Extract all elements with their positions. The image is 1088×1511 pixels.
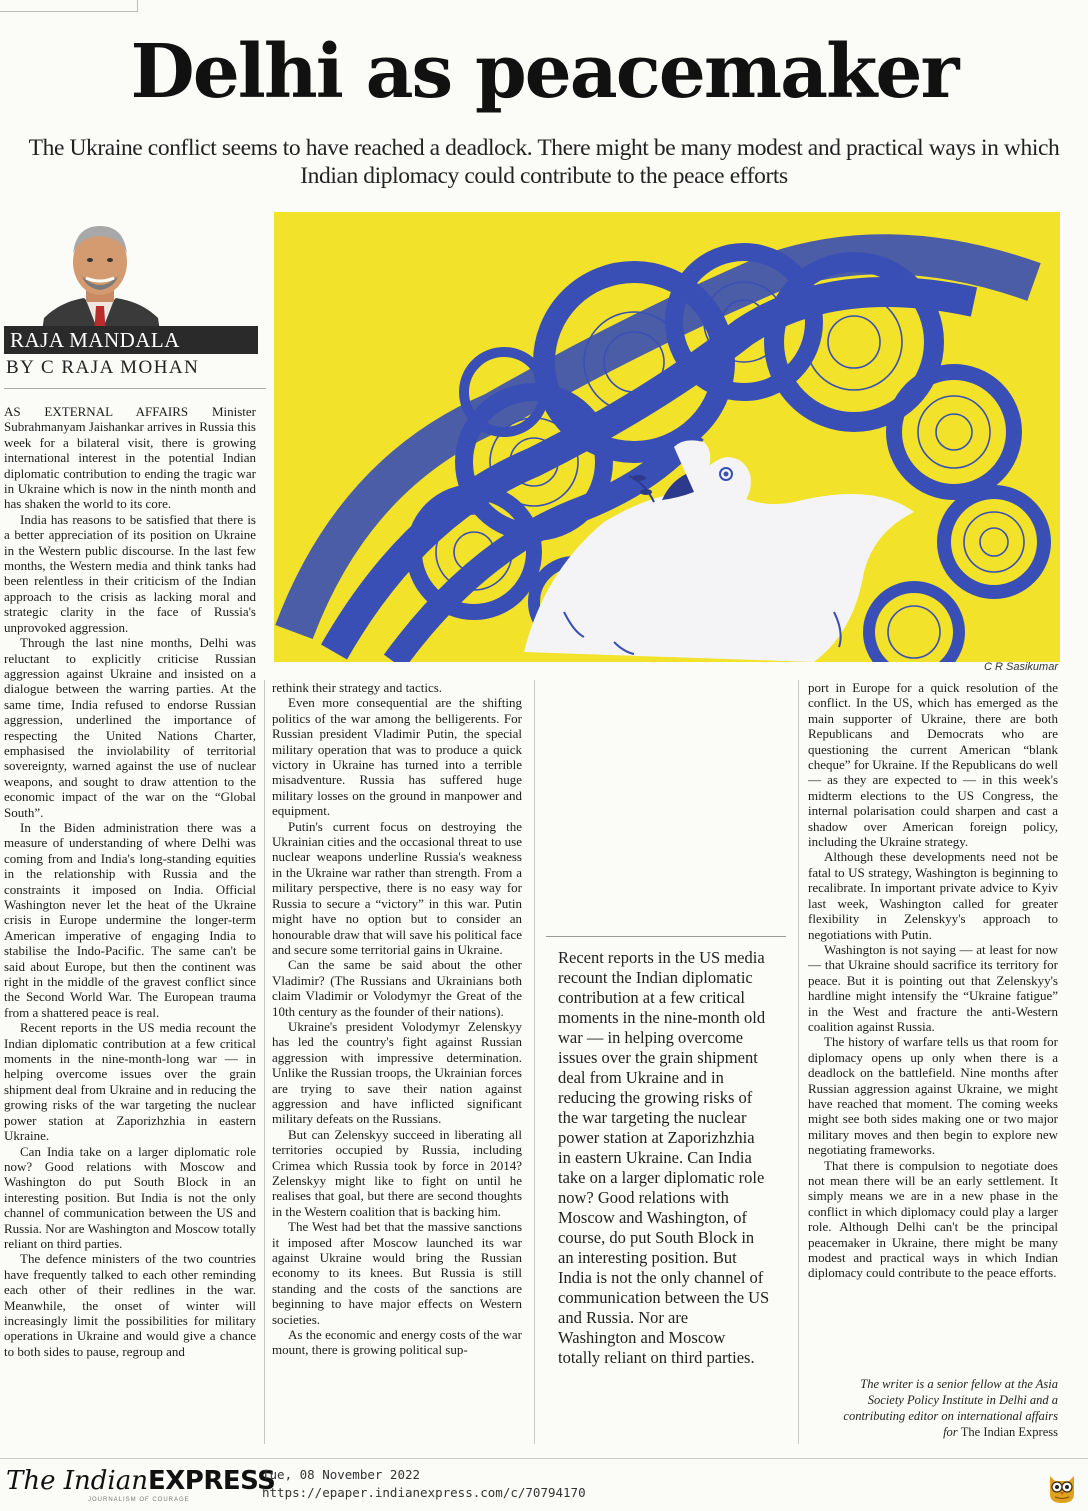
epaper-link[interactable]: https://epaper.indianexpress.com/c/70794170 — [262, 1485, 586, 1500]
logo-express: EXPRESS — [147, 1466, 276, 1496]
paragraph: But can Zelenskyy succeed in liberating all territories occupied by Russia, including Crimea which Russia took by force in 2014? Zelenskyy might like to fight on until he realises that goal, but there are second thoughts in the Western coalition that is backing him. — [272, 1126, 522, 1219]
paragraph: In the Biden administration there was a measure of understanding of where Delhi was coming from and India's long-standing equities in the relationship with Russia and the constraints it imposed on India. Official Washington never let the heat of the Ukraine crisis in Europe undermine the longer-term American imperative of engaging India to stabilise the Indo-Pacific. The same can't be said about Europe, but then the continent was right in the middle of the gravest conflict since the Second World War. The European trauma from a shattered peace is real. — [4, 819, 256, 1020]
paragraph: The history of warfare tells us that room for diplomacy opens up only when there is a deadlock on the battlefield. Nine months after Russian aggression against Ukraine, we might have reached that moment. The coming weeks might see both sides making one or two major military moves and then begin to explore new negotiating frameworks. — [808, 1034, 1058, 1158]
byline-rule — [4, 388, 266, 389]
paragraph: port in Europe for a quick resolution of the conflict. In the US, which has emerged as the main supporter of Ukraine, there are both Republicans and Democrats who are questioning the current American “blank cheque” for Ukraine. If the Republicans do well — as they are expected to — in this week's midterm elections to the US Congress, the internal polarisation could sharpen and cast a shadow over American foreign policy, including the Ukraine strategy. — [808, 680, 1058, 850]
pullquote-rule — [546, 936, 786, 937]
column-divider — [264, 680, 265, 1444]
paragraph: Can the same be said about the other Vladimir? (The Russians and Ukrainians both claim Vladimir or Volodymyr the Great of the 10th century as the founder of their nations). — [272, 957, 522, 1019]
paragraph: Can India take on a larger diplomatic role now? Good relations with Moscow and Washington do put South Block in an interesting position. But India is not the only channel of communication between the US and Russia. Nor are Washington and Moscow totally reliant on third parties. — [4, 1143, 256, 1251]
article-column-3 — [808, 680, 1058, 1370]
page-tab-frame — [0, 0, 138, 12]
byline: BY C RAJA MOHAN — [6, 357, 200, 378]
paragraph: Putin's current focus on destroying the Ukrainian cities and the occasional threat to use nuclear weapons underline Russia's weakness in the Ukraine war rather than strength. From a military perspective, there is no easy way for Russia to secure a “victory” in this war. Putin might have no option but to consider an honourable draw that will save his political face and secure some territorial gains in Ukraine. — [272, 818, 522, 957]
paragraph: Recent reports in the US media recount the Indian diplomatic contribution at a few critical moments in the nine-month-long war — in helping overcome issues over the grain shipment deal from Ukraine and in reducing the growing risks of the war targeting the nuclear power station at Zaporizhzhia in eastern Ukraine. — [4, 1020, 256, 1144]
deck: The Ukraine conflict seems to have reached a deadlock. There might be many modest and practical ways in which Indian diplomacy could contribute to the peace efforts — [28, 135, 1060, 189]
paragraph: The defence ministers of the two countries have frequently talked to each other reminding each other of their redlines in the war. Meanwhile, the onset of winter will increasingly limit the possibilities for military operations in Ukraine and would give a chance to both sides to pause, regroup and — [4, 1251, 256, 1359]
headline: Delhi as peacemaker — [130, 29, 958, 115]
logo-tagline: JOURNALISM OF COURAGE — [88, 1497, 190, 1503]
page-top-border — [0, 0, 1088, 14]
column-divider — [534, 680, 535, 1444]
author-note-line: Society Policy Institute in Delhi and a — [867, 1393, 1058, 1407]
illustration-credit: C R Sasikumar — [984, 661, 1058, 673]
paragraph: Ukraine's president Volodymyr Zelenskyy has led the country's fight against Russian aggression with impressive determination. Unlike the Russian troops, the Ukrainian forces are trying to save their nation against aggression and have inflicted significant military defeats on the Russians. — [272, 1018, 522, 1127]
newspaper-logo — [6, 1466, 275, 1496]
author-note-paper: The Indian Express — [960, 1425, 1058, 1439]
paragraph: Washington is not saying — at least for now — that Ukraine should sacrifice its territory for peace. But it is pointing out that Zelenskyy's hardline might intensify the “Ukraine fatigue” in the West and fracture the anti-Western coalition against Russia. — [808, 941, 1058, 1034]
author-note-line — [808, 1424, 1058, 1440]
paragraph: rethink their strategy and tactics. — [272, 680, 443, 695]
author-note-line: contributing editor on international affairs — [843, 1409, 1058, 1423]
author-note-for: for — [943, 1425, 958, 1439]
column-divider — [798, 680, 799, 1444]
dove-with-olive-branch-icon — [274, 212, 1060, 662]
column-tag: RAJA MANDALA — [4, 326, 258, 354]
paragraph: India has reasons to be satisfied that there is a better appreciation of its position on Ukraine in the Western public discourse. In the last few months, the Western media and think tanks had been relentless in their criticism of the Indian approach to the crisis as lacking moral and strategic clarity in the face of Russia's unprovoked aggression. — [4, 511, 256, 635]
paragraph: As the economic and energy costs of the war mount, there is growing political sup- — [272, 1327, 522, 1358]
pullquote: Recent reports in the US media recount the Indian diplomatic contribution at a few critical moments in the nine-month old war — in helping overcome issues over the grain shipment deal from Ukraine and in reducing the growing risks of the war targeting the nuclear power station at Zaporizhzhia in eastern Ukraine. Can India take on a larger diplomatic role now? Good relations with Moscow and Washington, of course, do put South Block in an interesting position. But India is not the only channel of communication between the US and Russia. Nor are Washington and Moscow totally reliant on third parties. — [558, 948, 770, 1367]
paragraph: Through the last nine months, Delhi was reluctant to explicitly criticise Russian aggression against Ukraine and insisted on a dialogue between the warring parties. At the same time, India refused to endorse Russian aggression, underlined the importance of respecting the United Nations Charter, emphasised the inviolability of territorial sovereignty, warned against the use of nuclear weapons, and sought to draw attention to the economic impact of the war on the “Global South”. — [4, 635, 256, 820]
paragraph: AS EXTERNAL AFFAIRS Minister Subrahmanyam Jaishankar arrives in Russia this week for a bilateral visit, there is growing international interest in the potential Indian diplomatic contribution to ending the tragic war in Ukraine which is now in the ninth month and has shaken the world to its core. — [4, 404, 256, 512]
paragraph: That there is compulsion to negotiate does not mean there will be an early settlement. It simply means we are in a new phase in the conflict in which diplomacy could play a larger role. Although Delhi can't be the principal peacemaker in Ukraine, there might be many modest and practical ways in which Indian diplomacy could contribute to the peace efforts. — [808, 1157, 1058, 1281]
article-column-1 — [4, 404, 256, 1444]
article-column-2 — [272, 680, 522, 1444]
footer-rule — [0, 1458, 1088, 1459]
logo-the-indian: The Indian — [6, 1466, 148, 1496]
author-note-line: The writer is a senior fellow at the Asia — [860, 1377, 1058, 1391]
paragraph: The West had bet that the massive sanctions it imposed after Moscow launched its war against Ukraine would bring the Russian economy to its knees. But Russia is still standing and the costs of the sanctions are beginning to have major effects on Western societies. — [272, 1219, 522, 1327]
owl-icon — [1046, 1470, 1078, 1504]
paragraph: Even more consequential are the shifting politics of the war among the belligerents. For Russian president Vladimir Putin, the special military operation that was to produce a quick victory in Ukraine has turned into a terrible misadventure. Russia has suffered huge military losses on the ground in manpower and equipment. — [272, 695, 522, 819]
author-note — [808, 1376, 1058, 1440]
paragraph: Although these developments need not be fatal to US strategy, Washington is beginning to recalibrate. In important private advice to Kyiv last week, Washington called for greater flexibility in Zelenskyy's approach to negotiations with Putin. — [808, 849, 1058, 942]
edition-date: Tue, 08 November 2022 — [262, 1467, 421, 1482]
